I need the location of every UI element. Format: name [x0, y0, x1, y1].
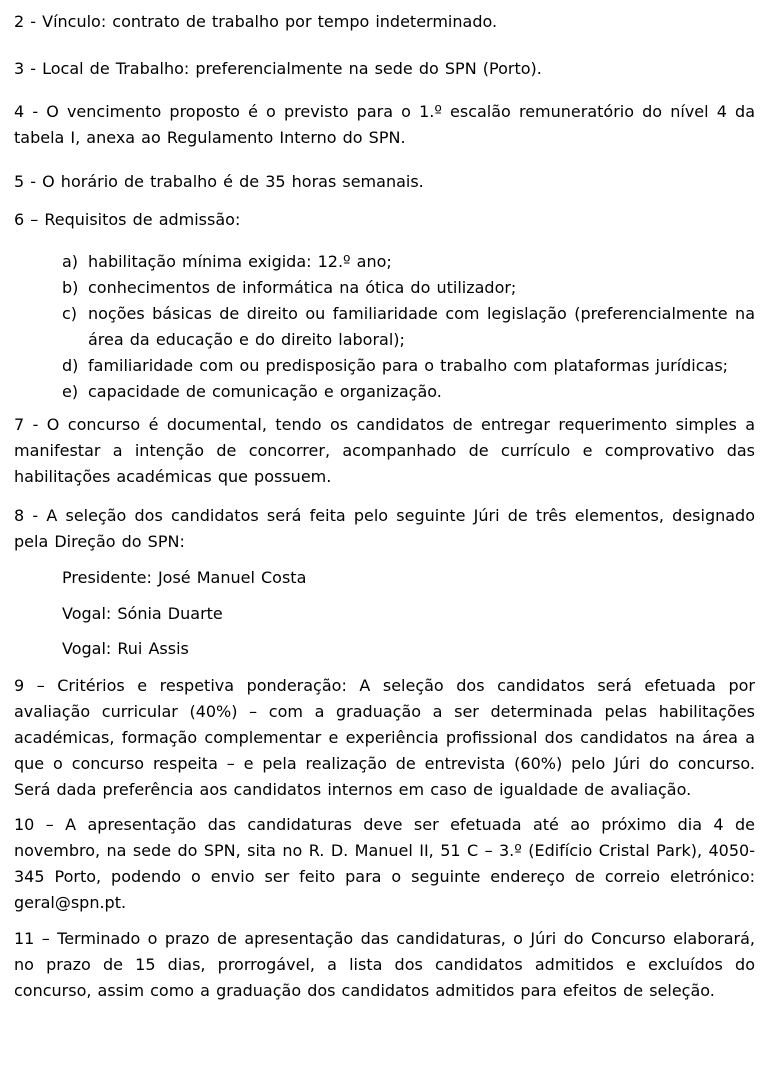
juri-presidente: Presidente: José Manuel Costa [62, 568, 307, 587]
paragraph-concurso-documental: 7 - O concurso é documental, tendo os candidatos de entregar requerimento simples a manifestar a intenção de concorrer, acompanhado de currículo e comprovativo das habilitações académicas que possuem. [14, 415, 755, 486]
list-item-b [14, 275, 755, 301]
list-item-d-marker: d) [62, 356, 79, 375]
list-item-d [14, 353, 755, 379]
list-item-a [14, 249, 755, 275]
list-item-a-text: habilitação mínima exigida: 12.º ano; [88, 252, 392, 271]
list-item-b-marker: b) [62, 278, 79, 297]
juri-vogal-1: Vogal: Sónia Duarte [62, 604, 223, 623]
list-item-c-marker: c) [62, 304, 78, 323]
requisitos-heading: 6 – Requisitos de admissão: [14, 210, 241, 229]
list-item-d-text: familiaridade com ou predisposição para o trabalho com plataformas jurídicas; [88, 356, 729, 375]
juri-vogal-2: Vogal: Rui Assis [62, 639, 189, 658]
paragraph-local-trabalho: 3 - Local de Trabalho: preferencialmente na sede do SPN (Porto). [14, 59, 542, 78]
paragraph-vencimento: 4 - O vencimento proposto é o previsto para o 1.º escalão remuneratório do nível 4 da tabela I, anexa ao Regulamento Interno do SPN. [14, 102, 755, 147]
paragraph-vinculo: 2 - Vínculo: contrato de trabalho por tempo indeterminado. [14, 12, 498, 31]
paragraph-criterios: 9 – Critérios e respetiva ponderação: A seleção dos candidatos será efetuada por avaliação curricular (40%) – com a graduação a ser determinada pelas habilitações académicas, formação complementar e experiência profissional dos candidatos na área a que o concurso respeita – e pela realização de entrevista (60%) pelo Júri do concurso. Será dada preferência aos candidatos internos em caso de igualdade de avaliação. [14, 676, 755, 799]
paragraph-apresentacao-candidaturas: 10 – A apresentação das candidaturas deve ser efetuada até ao próximo dia 4 de novembro, na sede do SPN, sita no R. D. Manuel II, 51 C – 3.º (Edifício Cristal Park), 4050-345 Porto, podendo o envio ser feito para o seguinte endereço de correio eletrónico: geral@spn.pt. [14, 815, 755, 912]
paragraph-prazo-lista: 11 – Terminado o prazo de apresentação das candidaturas, o Júri do Concurso elaborará, no prazo de 15 dias, prorrogável, a lista dos candidatos admitidos e excluídos do concurso, assim como a graduação dos candidatos admitidos para efeitos de seleção. [14, 929, 755, 1000]
list-item-e [14, 379, 755, 405]
list-item-c [14, 301, 755, 353]
paragraph-selecao-juri: 8 - A seleção dos candidatos será feita pelo seguinte Júri de três elementos, designado pela Direção do SPN: [14, 506, 755, 551]
list-item-b-text: conhecimentos de informática na ótica do utilizador; [88, 278, 517, 297]
list-item-e-marker: e) [62, 382, 79, 401]
list-item-a-marker: a) [62, 252, 79, 271]
list-item-c-text: noções básicas de direito ou familiaridade com legislação (preferencialmente na área da educação e do direito laboral); [88, 304, 755, 349]
requisitos-list [14, 249, 755, 405]
paragraph-horario: 5 - O horário de trabalho é de 35 horas semanais. [14, 172, 424, 191]
list-item-e-text: capacidade de comunicação e organização. [88, 382, 442, 401]
